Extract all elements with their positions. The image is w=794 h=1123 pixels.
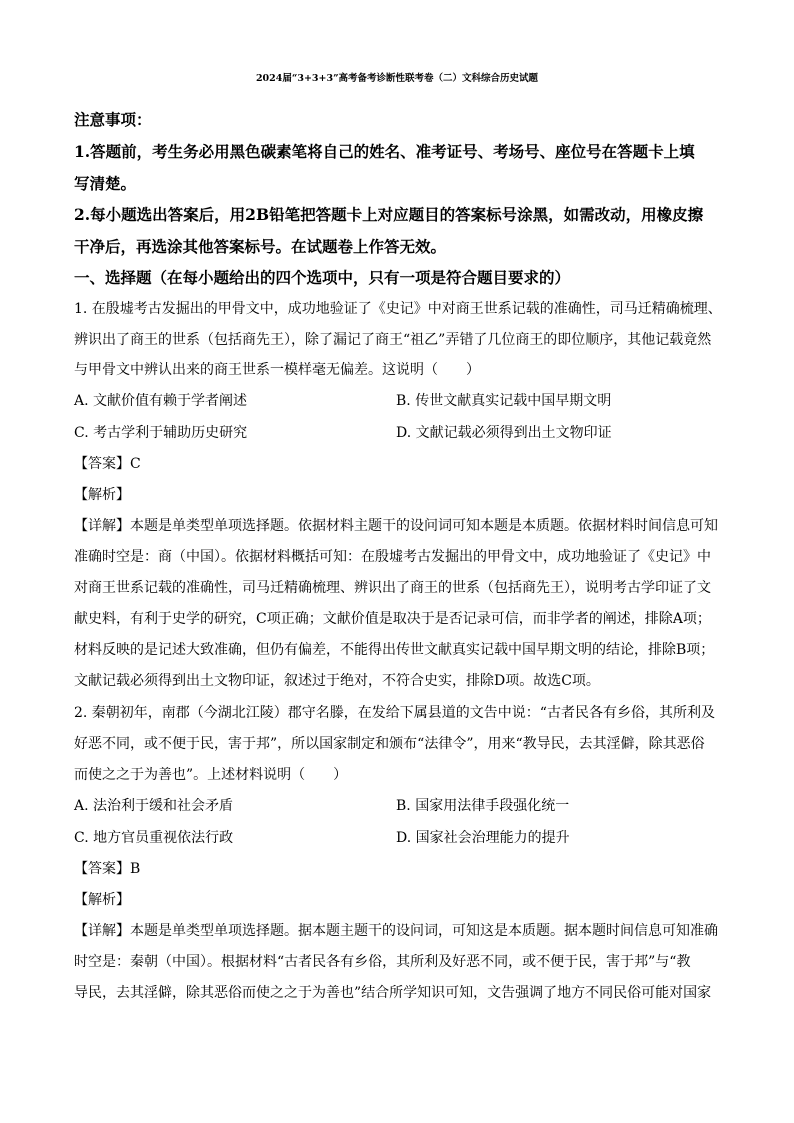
q1-answer: 【答案】C bbox=[74, 456, 141, 472]
q2-answer: 【答案】B bbox=[74, 861, 141, 877]
notice-item-1-line-1: 1.答题前，考生务必用黑色碳素笔将自己的姓名、准考证号、考场号、座位号在答题卡上填 bbox=[74, 142, 695, 161]
q1-detail-line-1: 【详解】本题是单类型单项选择题。依据材料主题干的设问词可知本题是本质题。依据材料时间信息可知 bbox=[74, 518, 718, 534]
q2-detail-line-3: 导民，去其淫僻，除其恶俗而使之之于为善也”结合所学知识可知，文告强调了地方不同民俗可能对国家 bbox=[74, 985, 712, 1001]
q2-option-c: C. 地方官员重视依法行政 bbox=[74, 830, 234, 846]
q1-stem-line-3: 与甲骨文中辨认出来的商王世系一模样毫无偏差。这说明（ ） bbox=[74, 362, 480, 378]
q2-option-a: A. 法治利于缓和社会矛盾 bbox=[74, 798, 234, 814]
q1-option-c: C. 考古学利于辅助历史研究 bbox=[74, 425, 248, 441]
q2-stem-line-1: 2. 秦朝初年，南郡（今湖北江陵）郡守名滕，在发给下属县道的文告中说：“古者民各有乡俗，其所利及 bbox=[74, 705, 715, 721]
q1-option-d: D. 文献记载必须得到出土文物印证 bbox=[396, 425, 612, 441]
q2-option-b: B. 国家用法律手段强化统一 bbox=[396, 798, 570, 814]
q1-detail-line-3: 对商王世系记载的准确性，司马迁精确梳理、辨识出了商王的世系（包括商先王），说明考古学印证了文 bbox=[74, 580, 711, 596]
notice-item-2-line-1: 2.每小题选出答案后，用2B铅笔把答题卡上对应题目的答案标号涂黑，如需改动，用橡皮擦 bbox=[74, 205, 704, 224]
q2-stem-line-3: 而使之之于为善也”。上述材料说明（ ） bbox=[74, 767, 348, 783]
page-title: 2024届“3+3+3”高考备考诊断性联考卷（二）文科综合历史试题 bbox=[255, 73, 539, 84]
notice-item-1-line-2: 写清楚。 bbox=[74, 174, 137, 193]
q1-detail-line-5: 材料反映的是记述大致准确，但仍有偏差，不能得出传世文献真实记载中国早期文明的结论，排除B项； bbox=[74, 642, 715, 658]
q1-detail-line-6: 文献记载必须得到出土文物印证，叙述过于绝对，不符合史实，排除D项。故选C项。 bbox=[74, 673, 600, 689]
q1-stem-line-1: 1. 在殷墟考古发掘出的甲骨文中，成功地验证了《史记》中对商王世系记载的准确性，司马迁精确梳理、 bbox=[74, 301, 722, 317]
q1-option-b: B. 传世文献真实记载中国早期文明 bbox=[396, 393, 612, 409]
q2-analysis-label: 【解析】 bbox=[74, 892, 130, 908]
q2-detail-line-1: 【详解】本题是单类型单项选择题。据本题主题干的设问词，可知这是本质题。据本题时间信息可知准确 bbox=[74, 923, 718, 939]
q2-option-d: D. 国家社会治理能力的提升 bbox=[396, 830, 570, 846]
q1-stem-line-2: 辨识出了商王的世系（包括商先王），除了漏记了商王“祖乙”弄错了几位商王的即位顺序，其他记载竟然 bbox=[74, 332, 712, 348]
q2-detail-line-2: 时空是：秦朝（中国）。根据材料“古者民各有乡俗，其所利及好恶不同，或不便于民，害于邦”与“教 bbox=[74, 954, 691, 970]
notice-item-2-line-2: 干净后，再选涂其他答案标号。在试题卷上作答无效。 bbox=[74, 237, 447, 256]
q1-option-a: A. 文献价值有赖于学者阐述 bbox=[74, 393, 248, 409]
section-heading: 一、选择题（在每小题给出的四个选项中，只有一项是符合题目要求的） bbox=[74, 268, 571, 287]
q1-detail-line-4: 献史料，有利于史学的研究，C项正确；文献价值是取决于是否记录可信，而非学者的阐述，排除A项； bbox=[74, 611, 711, 627]
notice-heading: 注意事项： bbox=[74, 110, 152, 129]
q2-stem-line-2: 好恶不同，或不便于民，害于邦”，所以国家制定和颁布“法律令”，用来“教导民，去其淫僻，除其恶俗 bbox=[74, 736, 705, 752]
q1-detail-line-2: 准确时空是：商（中国）。依据材料概括可知：在殷墟考古发掘出的甲骨文中，成功地验证了《史记》中 bbox=[74, 549, 711, 565]
q1-analysis-label: 【解析】 bbox=[74, 487, 130, 503]
